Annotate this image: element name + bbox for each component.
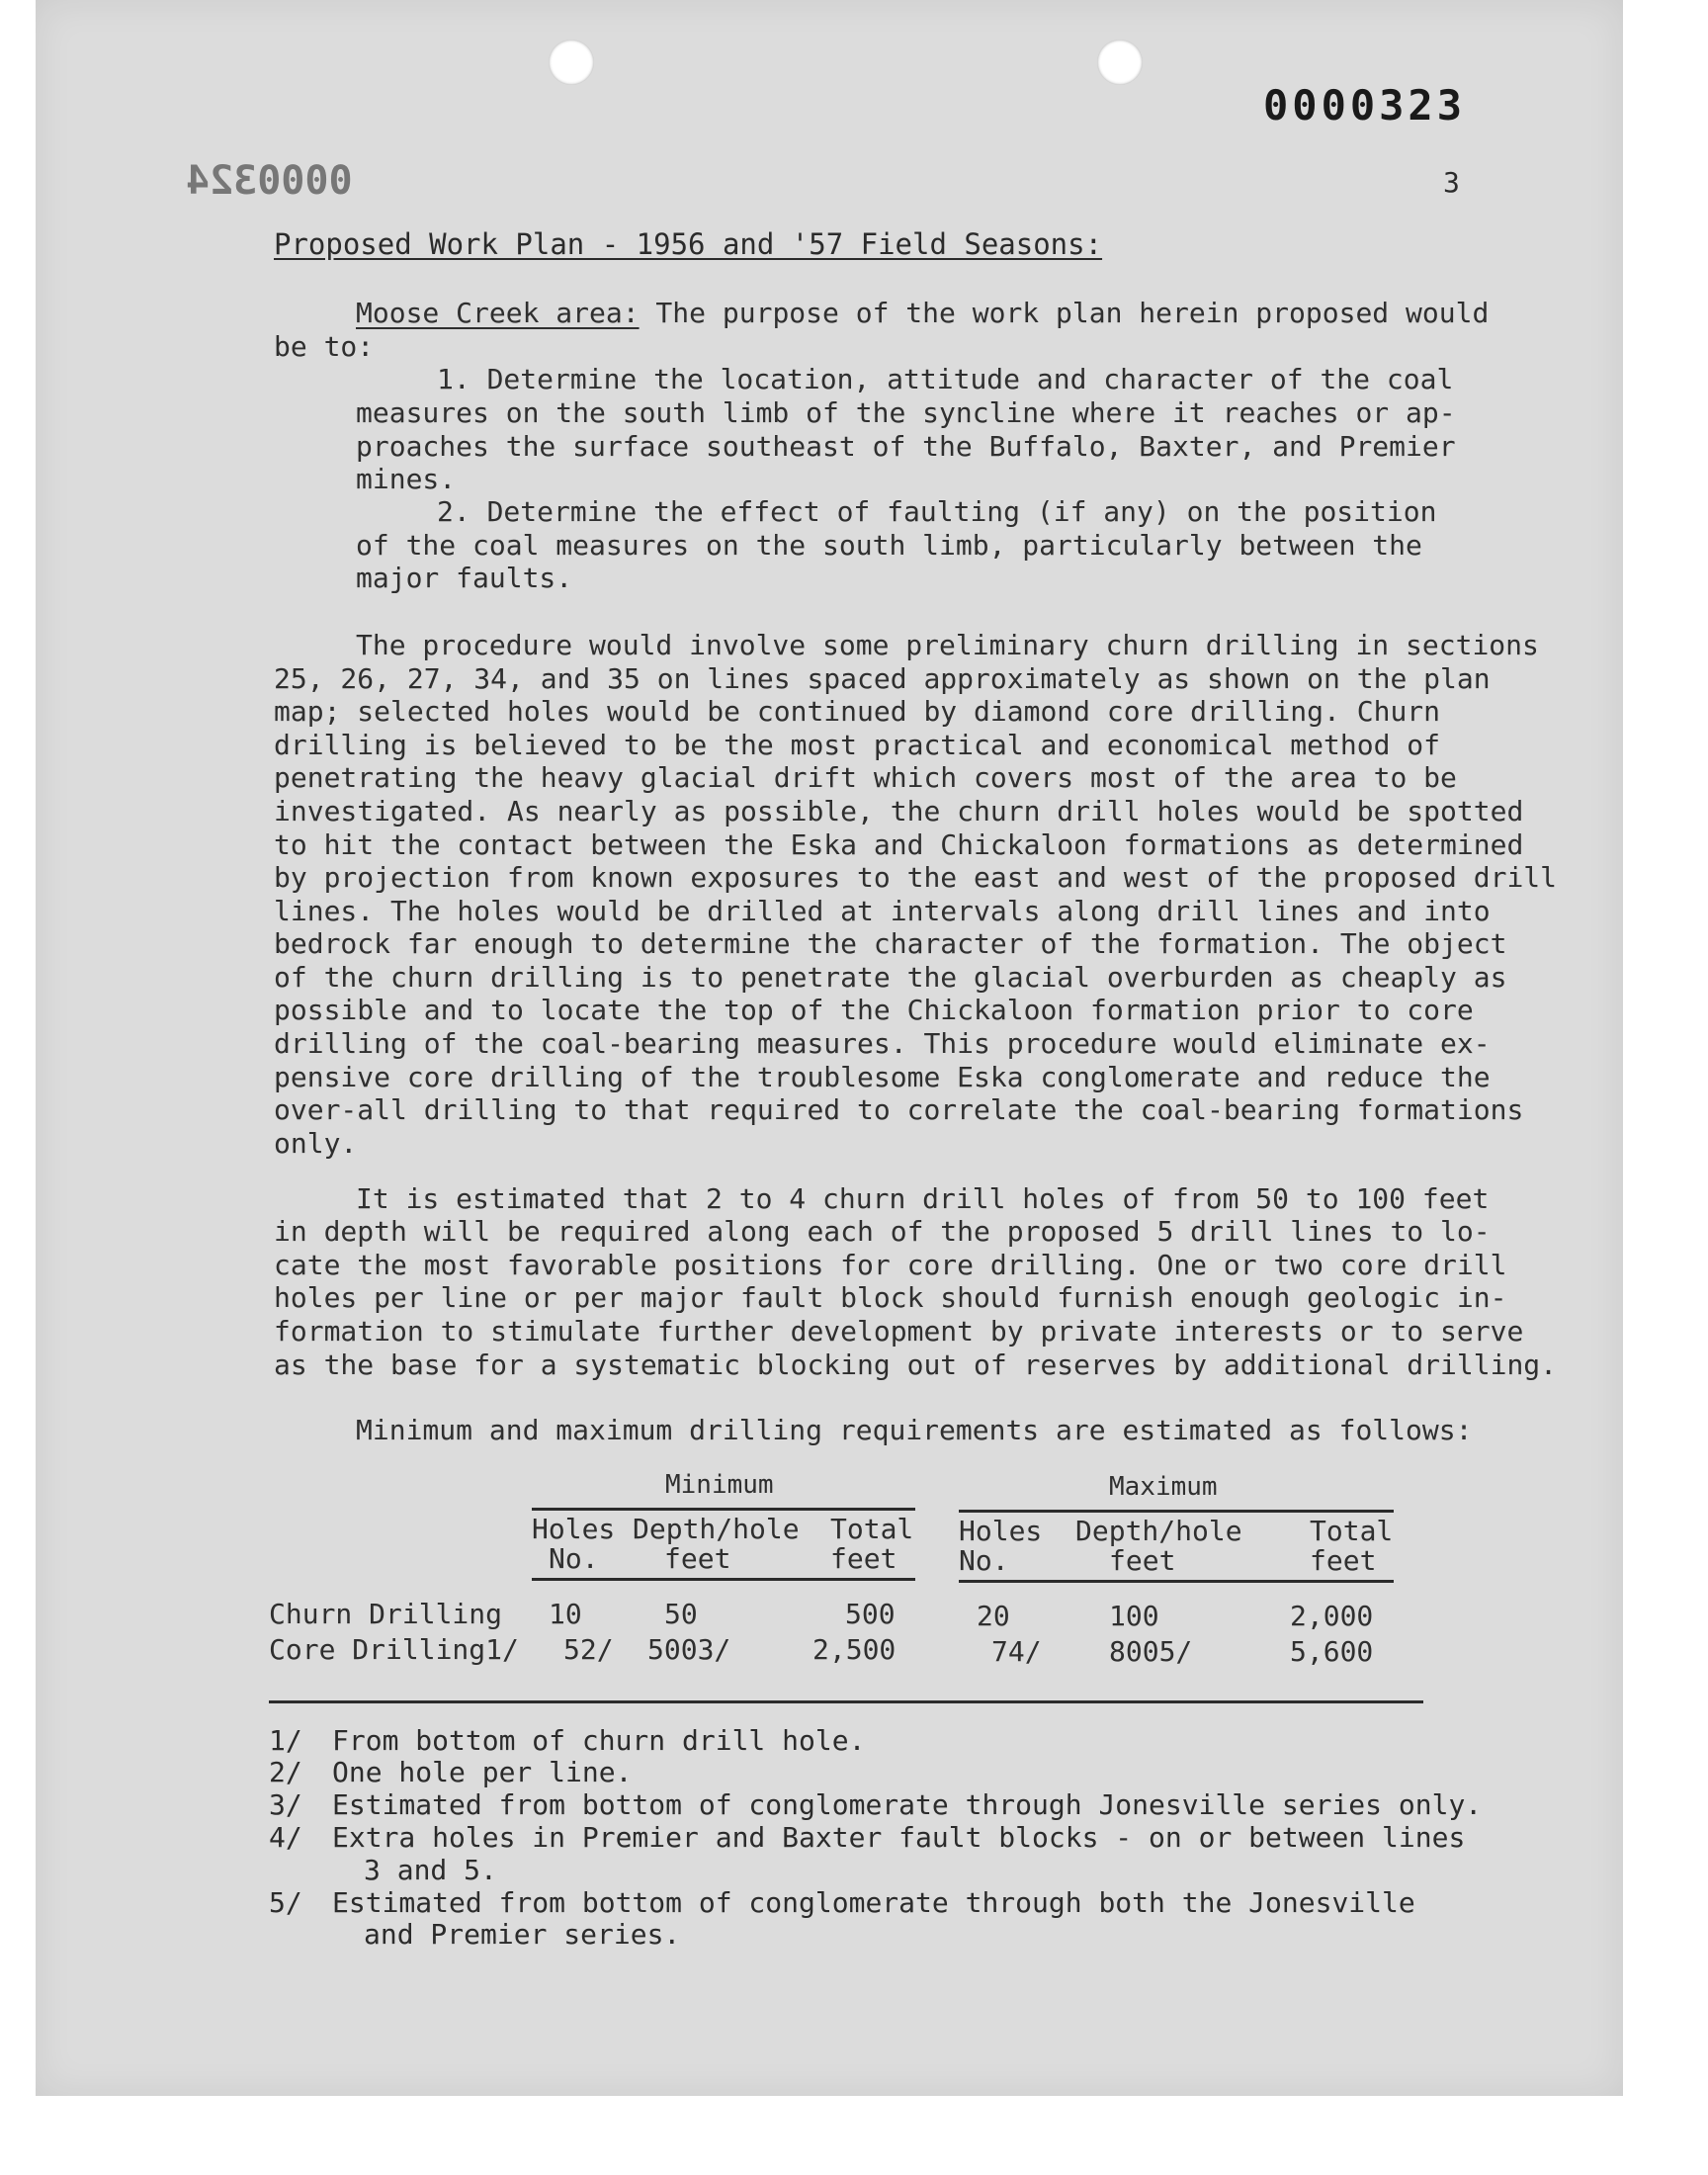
procedure-line: 25, 26, 27, 34, and 35 on lines spaced approximately as shown on the plan — [274, 662, 1491, 695]
table-cell: 52/ — [563, 1633, 614, 1666]
footnote-text: and Premier series. — [364, 1918, 681, 1951]
estimate-line: in depth will be required along each of the proposed 5 drill lines to lo- — [274, 1215, 1491, 1248]
table-cell: 8005/ — [1109, 1635, 1193, 1668]
table-cell: 2,500 — [812, 1633, 897, 1666]
table-cell: 500 — [845, 1598, 896, 1630]
footnote-mark: 3/ — [269, 1788, 302, 1821]
table-cell: 2,000 — [1290, 1600, 1374, 1632]
max-total-header: Total — [1310, 1515, 1394, 1547]
item-1-line-1: 1. Determine the location, attitude and character of the coal — [437, 363, 1454, 395]
minimum-subheader-rule — [532, 1578, 915, 1581]
min-depth-header: Depth/hole — [633, 1513, 800, 1545]
row-label: Core Drilling1/ — [269, 1633, 519, 1666]
table-bottom-rule — [269, 1700, 1423, 1703]
procedure-line: over-all drilling to that required to correlate the coal-bearing formations — [274, 1093, 1524, 1126]
table-cell: 74/ — [991, 1635, 1042, 1668]
procedure-line: to hit the contact between the Eska and Chickaloon formations as determined — [274, 828, 1524, 861]
procedure-line: map; selected holes would be continued by diamond core drilling. Churn — [274, 695, 1441, 728]
punch-hole-right — [1097, 40, 1143, 85]
estimate-line: holes per line or per major fault block should furnish enough geologic in- — [274, 1281, 1507, 1314]
minimum-header-rule — [532, 1508, 915, 1511]
table-cell: 50 — [664, 1598, 698, 1630]
footnote-text: Estimated from bottom of conglomerate through Jonesville series only. — [332, 1788, 1483, 1821]
item-1-line-2: measures on the south limb of the syncline where it reaches or ap- — [356, 396, 1456, 429]
procedure-line: drilling of the coal-bearing measures. This procedure would eliminate ex- — [274, 1027, 1491, 1060]
estimate-line: as the base for a systematic blocking out of reserves by additional drilling. — [274, 1348, 1558, 1381]
procedure-line: only. — [274, 1127, 358, 1160]
intro-line-1 — [356, 297, 1489, 330]
procedure-line: penetrating the heavy glacial drift which covers most of the area to be — [274, 761, 1457, 794]
footnote-mark: 2/ — [269, 1756, 302, 1788]
table-cell: 10 — [549, 1598, 582, 1630]
footnote-mark: 1/ — [269, 1724, 302, 1757]
maximum-header-rule — [959, 1510, 1394, 1513]
maximum-subheader-rule — [959, 1580, 1394, 1583]
footnote-text: Extra holes in Premier and Baxter fault blocks - on or between lines — [332, 1821, 1466, 1854]
mirrored-document-number: 0000324 — [186, 158, 353, 204]
procedure-line: bedrock far enough to determine the character of the formation. The object — [274, 927, 1507, 960]
item-2-line-1: 2. Determine the effect of faulting (if any) on the position — [437, 495, 1437, 528]
section-label: Moose Creek area: — [356, 297, 640, 329]
min-depth-subheader: feet — [664, 1542, 731, 1575]
item-2-line-2: of the coal measures on the south limb, particularly between the — [356, 529, 1422, 562]
table-cell: 5003/ — [647, 1633, 731, 1666]
table-cell: 5,600 — [1290, 1635, 1374, 1668]
procedure-line: by projection from known exposures to the east and west of the proposed drill — [274, 861, 1558, 894]
page-title: Proposed Work Plan - 1956 and '57 Field Seasons: — [274, 227, 1103, 261]
estimate-line: formation to stimulate further development by private interests or to serve — [274, 1315, 1524, 1348]
footnote-text: Estimated from bottom of conglomerate through both the Jonesville — [332, 1886, 1415, 1919]
footnote-text: From bottom of churn drill hole. — [332, 1724, 866, 1757]
min-holes-subheader: No. — [549, 1542, 599, 1575]
max-depth-subheader: feet — [1109, 1544, 1176, 1577]
row-label: Churn Drilling — [269, 1598, 503, 1630]
footnote-text: One hole per line. — [332, 1756, 633, 1788]
item-1-line-4: mines. — [356, 463, 457, 495]
procedure-line: investigated. As nearly as possible, the churn drill holes would be spotted — [274, 795, 1524, 827]
max-total-subheader: feet — [1310, 1544, 1377, 1577]
item-2-line-3: major faults. — [356, 562, 573, 594]
footnote-text: 3 and 5. — [364, 1854, 497, 1886]
estimate-line: cate the most favorable positions for core drilling. One or two core drill — [274, 1249, 1507, 1281]
table-cell: 20 — [977, 1600, 1010, 1632]
estimate-line: It is estimated that 2 to 4 churn drill holes of from 50 to 100 feet — [356, 1182, 1490, 1215]
punch-hole-left — [549, 40, 594, 85]
procedure-line: pensive core drilling of the troublesome Eska conglomerate and reduce the — [274, 1061, 1491, 1093]
max-depth-header: Depth/hole — [1075, 1515, 1242, 1547]
page-number: 3 — [1443, 166, 1460, 199]
item-1-line-3: proaches the surface southeast of the Buffalo, Baxter, and Premier — [356, 430, 1456, 463]
procedure-line: possible and to locate the top of the Chickaloon formation prior to core — [274, 994, 1474, 1026]
max-holes-header: Holes — [959, 1515, 1043, 1547]
procedure-line: The procedure would involve some preliminary churn drilling in sections — [356, 629, 1539, 661]
intro-text: The purpose of the work plan herein proposed would — [639, 297, 1490, 329]
procedure-line: lines. The holes would be drilled at intervals along drill lines and into — [274, 895, 1491, 927]
procedure-line: of the churn drilling is to penetrate the glacial overburden as cheaply as — [274, 961, 1507, 994]
table-cell: 100 — [1109, 1600, 1159, 1632]
min-total-subheader: feet — [830, 1542, 897, 1575]
footnote-mark: 5/ — [269, 1886, 302, 1919]
minimum-label: Minimum — [665, 1470, 774, 1500]
min-total-header: Total — [830, 1513, 914, 1545]
min-holes-header: Holes — [532, 1513, 616, 1545]
document-number: 0000323 — [1263, 81, 1467, 130]
max-holes-subheader: No. — [959, 1544, 1009, 1577]
procedure-line: drilling is believed to be the most practical and economical method of — [274, 729, 1441, 761]
maximum-label: Maximum — [1109, 1472, 1218, 1502]
intro-line-2: be to: — [274, 330, 375, 363]
footnote-mark: 4/ — [269, 1821, 302, 1854]
table-intro: Minimum and maximum drilling requirements are estimated as follows: — [356, 1414, 1473, 1446]
